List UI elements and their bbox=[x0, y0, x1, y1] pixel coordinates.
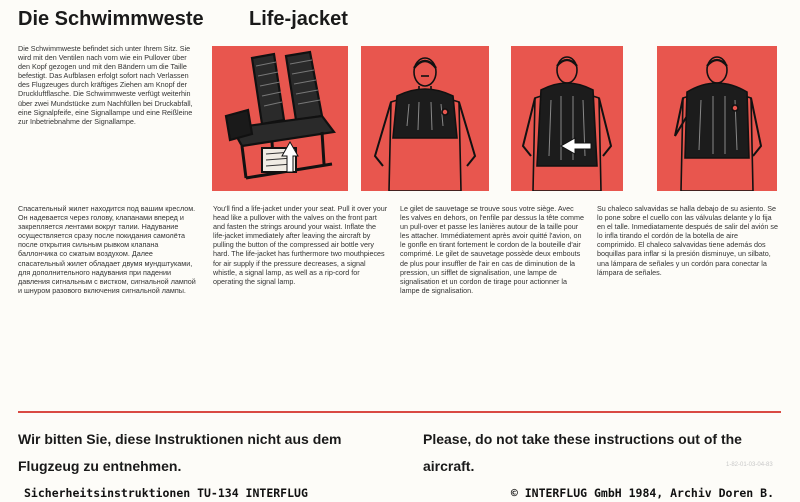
title-german: Die Schwimmweste bbox=[18, 8, 204, 30]
text-russian: Спасательный жилет находится под вашим креслом. Он надевается через голову, клапанами вперед и закрепляется лентами вокруг талии. Надувание осуществляется сразу после покидания самолёта после открытия сильным рывком клапана баллончика со сжатым воздухом. Далее спасательный жилет обладает двумя мундштуками, для дополнительного надувания при падении давления сигнальным с вистком, сигнальной лампой и шнуром разового включения сигнальной лампы. bbox=[18, 204, 196, 295]
seat-illustration bbox=[212, 46, 348, 191]
person-donning-illustration bbox=[361, 46, 489, 191]
print-code: 1-82-01-03-04-83 bbox=[726, 462, 773, 468]
person-mouthpiece-illustration bbox=[657, 46, 777, 191]
divider-rule bbox=[18, 411, 781, 413]
title-english: Life-jacket bbox=[249, 8, 348, 30]
text-german: Die Schwimmweste befindet sich unter Ihrem Sitz. Sie wird mit den Ventilen nach vorn wie ein Pullover über den Kopf gezogen und mit den Bändern um die Taille befestigt. Das Aufblasen erfolgt sofort nach Verlassen des Flugzeuges durch kräftiges Ziehen am Knopf der Druckluftflasche. Die Schwimmweste verfügt weiterhin über zwei Mundstücke zum Nachfüllen bei Druckabfall, eine Signalpfeife, eine Signallampe und eine Reißleine zur Inbetriebnahme der Signallampe. bbox=[18, 44, 193, 126]
text-french: Le gilet de sauvetage se trouve sous votre siège. Avec les valves en dehors, on l'enfile par dessus la tête comme un pull-over et passe les lanières autour de la taille pour les attacher. Immédiatement après avoir quitté l'avion, on le gonfle en tirant fortement le cordon de la bouteille d'air comprimé. Le gilet de sauvetage possède deux embouts de plus pour insuffler de l'air en cas de diminution de la pression, un sifflet de signalisation, une lampe de signalisation et un cordon de tirage pour actionner la lampe de signalisation. bbox=[400, 204, 584, 295]
illustration-seat-panel bbox=[212, 46, 348, 191]
footer-right: © INTERFLUG GmbH 1984, Archiv Doren B. bbox=[510, 486, 774, 500]
illustration-mouthpiece-panel bbox=[657, 46, 777, 191]
text-spanish: Su chaleco salvavidas se halla debajo de su asiento. Se lo pone sobre el cuello con las válvulas delante y lo fija en el talle. Inmediatamente después de salir del avión se lo infla tirando el cordón de la botella de aire comprimido. El chaleco salvavidas tiene además dos boquillas para inflar si la presión disminuye, un silbato, una lámpara de señales y un cordón para conectar la lámpara de señales. bbox=[597, 204, 778, 277]
footer-left: Sicherheitsinstruktionen TU-134 INTERFLUG bbox=[24, 486, 308, 500]
illustration-donning-panel bbox=[361, 46, 489, 191]
person-inflating-illustration bbox=[511, 46, 623, 191]
text-english: You'll find a life-jacket under your seat. Pull it over your head like a pullover with the valves on the front part and fasten the strings around your waist. Inflate the life-jacket immediately after leaving the aircraft by pulling the button of the compressed air bottle very hard. The life-jacket has furthermore two mouthpieces for air supply if the pressure decreases, a signal whistle, a signal lamp, as well as a rip-cord for operating the signal lamp. bbox=[213, 204, 388, 286]
illustration-inflate-panel bbox=[511, 46, 623, 191]
notice-english: Please, do not take these instructions out of the aircraft. bbox=[423, 431, 742, 474]
notice-german: Wir bitten Sie, diese Instruktionen nicht aus dem Flugzeug zu entnehmen. bbox=[18, 431, 342, 474]
